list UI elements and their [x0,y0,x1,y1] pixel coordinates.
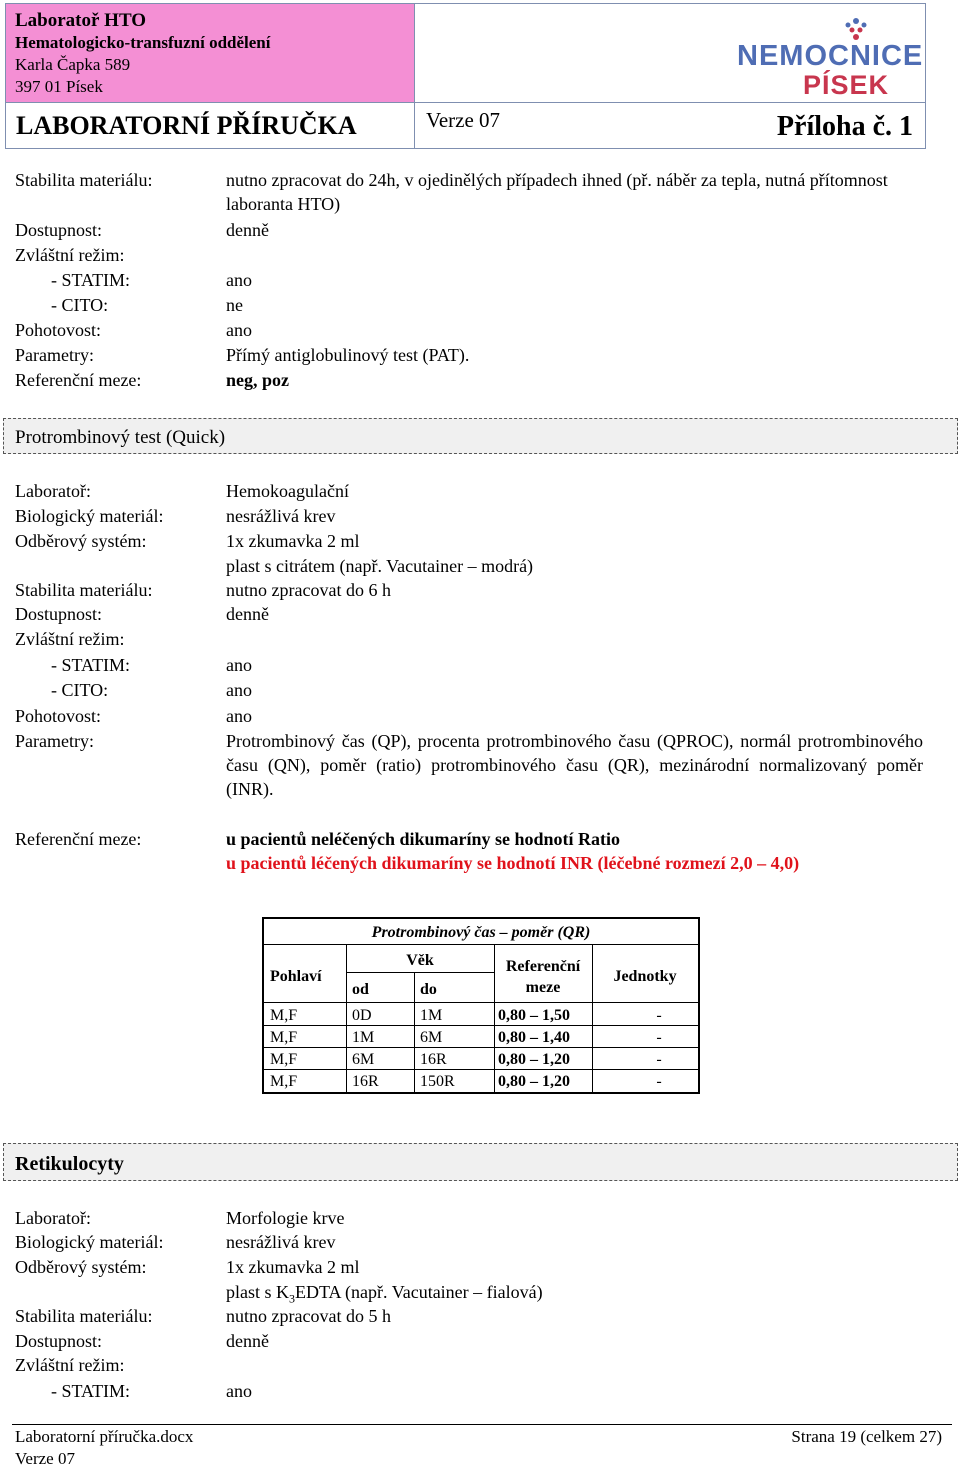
org-block [6,4,414,102]
field-label: Zvláštní režim: [15,245,125,265]
field-value: denně [226,1331,269,1351]
field-value: denně [226,220,269,240]
cell-od: 16R [352,1073,379,1090]
field-value: nesrážlivá krev [226,1232,336,1252]
odber-subscript: 3 [289,1291,295,1306]
cell-pohlavi: M,F [270,1051,298,1068]
logo-word-pisek: PÍSEK [803,70,890,100]
odber-text-post: EDTA (např. Vacutainer – fialová) [295,1282,543,1302]
col-header-vek: Věk [406,952,434,969]
cell-od: 0D [352,1007,372,1024]
cell-meze: 0,80 – 1,50 [498,1007,570,1024]
field-label: Dostupnost: [15,604,103,624]
field-label: Biologický materiál: [15,506,164,526]
ref-inr-note: u pacientů léčených dikumaríny se hodnotí INR (léčebné rozmezí 2,0 – 4,0) [226,853,800,873]
field-label: Odběrový systém: [15,1257,147,1277]
field-label: - STATIM: [51,1381,131,1401]
field-value: ano [226,706,252,726]
cell-od: 1M [352,1029,375,1046]
ref-ratio-note: u pacientů neléčených dikumaríny se hodnotí Ratio [226,829,621,849]
section-title: Retikulocyty [15,1153,124,1175]
cell-pohlavi: M,F [270,1029,298,1046]
field-label: Dostupnost: [15,1331,103,1351]
col-header-ref [494,956,592,998]
document-title: LABORATORNÍ PŘÍRUČKA [16,111,357,140]
table-caption: Protrombinový čas – poměr (QR) [371,924,591,941]
page-footer [15,1426,942,1467]
cell-jednotky: - [656,1007,662,1024]
logo-area [414,4,925,102]
field-label: Laboratoř: [15,481,91,501]
cell-meze: 0,80 – 1,20 [498,1073,570,1090]
field-value: ne [226,295,243,315]
field-label: Odběrový systém: [15,531,147,551]
field-label: Referenční meze: [15,829,142,849]
cell-jednotky: - [656,1051,662,1068]
field-label: - CITO: [51,680,109,700]
field-label: Pohotovost: [15,320,102,340]
col-header-ref-line1: Referenční [505,958,581,975]
field-value: neg, poz [226,370,289,390]
field-value: Protrombinový čas (QP), procenta protrombinového času (QPROC), normál protrombinového času (QN), poměr (ratio) protrombinového času (QR), mezinárodní normalizovaný poměr (INR). [226,731,923,799]
field-value: Přímý antiglobulinový test (PAT). [226,345,470,365]
field-label: Stabilita materiálu: [15,580,153,600]
footer-filename: Laboratorní příručka.docx [15,1427,194,1446]
col-header-pohlavi: Pohlaví [270,968,322,985]
cell-do: 1M [420,1007,443,1024]
field-label: Dostupnost: [15,220,103,240]
col-header-do: do [420,981,437,998]
cell-jednotky: - [656,1029,662,1046]
footer-divider [12,1424,952,1425]
field-label: Stabilita materiálu: [15,170,153,190]
col-header-ref-line2: meze [525,979,561,996]
field-value: ano [226,680,252,700]
section-heading-quick [3,418,958,454]
org-department: Hematologicko-transfuzní oddělení [15,33,271,52]
cell-od: 6M [352,1051,375,1068]
field-value: nutno zpracovat do 6 h [226,580,391,600]
document-header [5,3,926,149]
field-label: Pohotovost: [15,706,102,726]
field-label: Laboratoř: [15,1208,91,1228]
cell-meze: 0,80 – 1,20 [498,1051,570,1068]
field-value: 1x zkumavka 2 ml [226,531,360,551]
org-address-street: Karla Čapka 589 [15,55,131,74]
field-label: Referenční meze: [15,370,142,390]
field-value: nutno zpracovat do 5 h [226,1306,391,1326]
hospital-logo [727,17,924,100]
org-name: Laboratoř HTO [15,10,147,31]
field-value [226,827,923,875]
field-label: - STATIM: [51,655,131,675]
field-value: ano [226,320,252,340]
field-value: nesrážlivá krev [226,506,336,526]
field-label: Zvláštní režim: [15,1355,125,1375]
field-value: ano [226,1381,252,1401]
cell-meze: 0,80 – 1,40 [498,1029,570,1046]
field-value: ano [226,655,252,675]
section-heading-retikulocyty [3,1143,958,1181]
appendix-label: Příloha č. 1 [776,111,913,142]
org-address-city: 397 01 Písek [15,77,103,96]
field-value: plast s citrátem (např. Vacutainer – modrá) [226,556,534,576]
field-value: 1x zkumavka 2 ml [226,1257,360,1277]
cell-do: 6M [420,1029,443,1046]
field-value [226,1280,923,1307]
field-label: Parametry: [15,345,94,365]
logo-word-nemocnice: NEMOCNICE [737,40,924,72]
field-value: nutno zpracovat do 24h, v ojedinělých případech ihned (př. náběr za tepla, nutná přítomnost laboranta HTO) [226,170,888,214]
footer-version: Verze 07 [15,1449,75,1467]
header-version: Verze 07 [426,108,501,132]
field-label: Zvláštní režim: [15,629,125,649]
field-value: Hemokoagulační [226,481,349,501]
cell-do: 150R [420,1073,455,1090]
field-label: Biologický materiál: [15,1232,164,1252]
footer-page-number: Strana 19 (celkem 27) [791,1427,942,1446]
col-header-od: od [352,981,369,998]
qr-reference-table [262,917,700,1094]
cell-do: 16R [420,1051,447,1068]
section-title: Protrombinový test (Quick) [15,427,226,448]
col-header-jednotky: Jednotky [613,968,677,985]
field-label: Stabilita materiálu: [15,1306,153,1326]
field-label: - CITO: [51,295,109,315]
field-value: denně [226,604,269,624]
cell-jednotky: - [656,1073,662,1090]
cell-pohlavi: M,F [270,1073,298,1090]
field-label: Parametry: [15,731,94,751]
odber-text-pre: plast s K [226,1282,289,1302]
field-value: ano [226,270,252,290]
cell-pohlavi: M,F [270,1007,298,1024]
field-label: - STATIM: [51,270,131,290]
field-value: Morfologie krve [226,1208,345,1228]
